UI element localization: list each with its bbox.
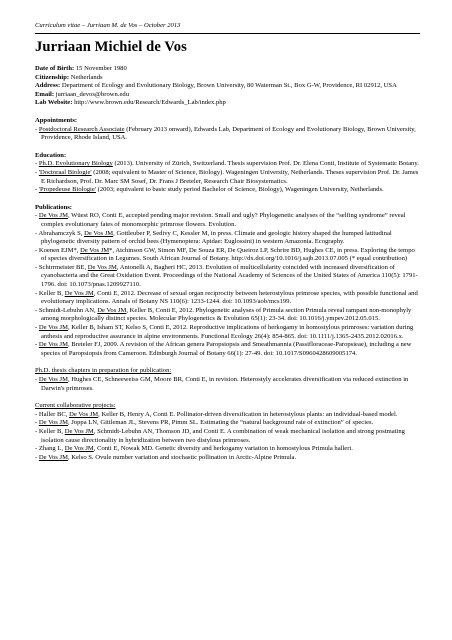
- website-label: Lab Website:: [35, 99, 73, 107]
- item-authors-pre: Zhang L,: [38, 445, 65, 453]
- item-underlined: De Vos JM: [64, 427, 94, 435]
- publications-heading: Publications:: [35, 203, 73, 211]
- citizenship-label: Citizenship:: [35, 73, 70, 81]
- website-link[interactable]: http://www.brown.edu/Research/Edwards_Lab/index.php: [74, 99, 226, 107]
- dob-row: [35, 65, 420, 74]
- citizenship-value: Netherlands: [70, 73, 103, 81]
- item-text: , Antonelli A, Bagheri HC, 2013. Evolution of multicellularity coincided with increased diversification of cyanobacteria and the Great Oxidation Event. Proceedings of the National Academy of Sciences of the United States of America 110(5): 1791-1796. doi: 10.1073/pnas.1209927110.: [41, 263, 418, 289]
- email-label: Email:: [35, 90, 55, 98]
- item-text: (February 2013 onward), Edwards Lab, Department of Ecology and Evolutionary Biology, Brown University, Providence, Rhode Island, USA.: [41, 125, 416, 142]
- appointment-item: - Postdoctoral Research Associate (February 2013 onward), Edwards Lab, Department of Ecology and Evolutionary Biology, Brown University, Providence, Rhode Island, USA.: [35, 125, 416, 142]
- education-item: - 'Propedeuse Biologie' (2003; equivalent to basic study period Bachelor of Science, Biology), Wageningen University, Netherlands.: [35, 186, 384, 194]
- education-item: - 'Doctoraal Biologie' (2008; equivalent to Master of Science, Biology). Wageningen University, Netherlands. Theses supervision Prof. Dr. James E Richardson, Prof. Dr. Marc SM Sosef, Dr. Frans J Breteler, Research Chair Biosystematics.: [35, 168, 419, 185]
- item-underlined: De Vos JM: [69, 410, 99, 418]
- publication-item: - Schirrmeister BE, De Vos JM, Antonelli A, Bagheri HC, 2013. Evolution of multicellularity coincided with increased diversification of cyanobacteria and the Great Oxidation Event. Proceedings of the National Academy of Sciences of the United States of America 110(5): 1791-1796. doi: 10.1073/pnas.1209927110.: [35, 263, 418, 289]
- collaborative-item: - Keller B, De Vos JM, Schmidt-Lebuhn AN, Thomson JD, and Conti E. A combination of weak mechanical isolation and strong postmating isolation cause directionality in hybridization between two distylous primroses.: [35, 427, 405, 444]
- item-text: , Conti E, 2012. Decrease of sexual organ reciprocity between heterostylous primrose species, with possible functional and evolutionary implications. Annals of Botany NS 110(6): 1233-1244. doi: 10.1093/aob/mcs199.: [41, 289, 418, 306]
- appointments-list: [35, 126, 420, 143]
- collaborative-item: - De Vos JM, Joppa LN, Gittleman JL, Stevens PR, Pimm SL. Estimating the “natural background rate of extinction” of species.: [35, 419, 374, 427]
- publication-item: - De Vos JM, Keller B, Isham ST, Kelso S, Conti E, 2012. Reproductive implications of herkogamy in homostylous primroses: variation during anthesis and reproductive assurance in alpine environments. Functional Ecology 26(4): 854-865. doi: 10.1111/j.1365-2435.2012.02016.x.: [35, 324, 414, 340]
- item-underlined: De Vos JM: [38, 212, 68, 220]
- address-value: Department of Ecology and Evolutionary Biology, Brown University, 80 Waterman St., Box G-W, Providence, RI 02912, USA: [61, 82, 397, 90]
- appointments-heading: Appointments:: [35, 116, 78, 124]
- item-text: , Schmidt-Lebuhn AN, Thomson JD, and Conti E. A combination of weak mechanical isolation and strong postmating isolation cause directionality in hybridization between two distylous primroses.: [41, 427, 405, 444]
- address-label: Address:: [35, 82, 61, 90]
- dob-value: 15 November 1980: [75, 65, 127, 72]
- publications-section: [35, 204, 420, 359]
- email-row: [35, 91, 420, 100]
- item-text: , Keller B, Conti E, 2012. Phylogenetic analyses of Primula section Primula reveal rampant non-monophyly among morphologically distinct species. Molecular Phylogenetics & Evolution 65(1): 23-34. doi: 10.1016/j.ympev.2012.05.015.: [41, 306, 412, 323]
- publication-item: - Abrahamczyk S, De Vos JM, Gottleuber P, Sedivy C, Kessler M, in press. Climate and geologic history shaped the humped latitudinal phylogenetic diversity pattern of orchid bees (Hymenoptera: Apidae: Euglossini) in western Amazonia. Ecography.: [35, 229, 392, 246]
- item-underlined: 'Propedeuse Biologie': [38, 186, 96, 194]
- email-link[interactable]: jurriaan_devos@brown.edu: [55, 90, 129, 98]
- collaborative-list: [35, 411, 420, 463]
- item-underlined: 'Doctoraal Biologie': [38, 168, 92, 176]
- publication-item: - Schmidt-Lebuhn AN, De Vos JM, Keller B, Conti E, 2012. Phylogenetic analyses of Primula section Primula reveal rampant non-monophyly among morphologically distinct species. Molecular Phylogenetics & Evolution 65(1): 23-34. doi: 10.1016/j.ympev.2012.05.015.: [35, 306, 412, 323]
- item-authors-pre: Haller BC,: [38, 410, 70, 418]
- item-underlined: De Vos JM: [87, 263, 117, 271]
- item-text: (2008; equivalent to Master of Science, Biology). Wageningen University, Netherlands. Theses supervision Prof. Dr. James E Richardson, Prof. Dr. Marc SM Sosef, Dr. Frans J Breteler, Research Chair Biosystematics.: [41, 168, 419, 185]
- education-section: [35, 152, 420, 195]
- collaborative-section: [35, 402, 420, 462]
- item-authors-pre: Koenen EJM*,: [38, 246, 81, 254]
- item-text: , Conti E, Nowak MD. Genetic diversity and herkogamy variation in homostylous Primula halleri.: [93, 445, 353, 453]
- running-header: Curriculum vitae – Jurriaan M. de Vos – October 2013: [35, 22, 181, 29]
- item-text: (2003; equivalent to basic study period Bachelor of Science, Biology), Wageningen University, Netherlands.: [96, 186, 384, 194]
- appointments-section: [35, 117, 420, 143]
- item-text: (2013). University of Zürich, Switzerland. Thesis supervision Prof. Dr. Elena Conti, Institute of Systematic Botany.: [112, 160, 419, 168]
- item-text: , Wüest RO, Conti E, accepted pending major revision. Small and ugly? Phylogenetic analyses of the “selfing syndrome” reveal complex evolutionary fates of monomorphic primrose flowers. Evolution.: [41, 212, 406, 228]
- item-underlined: De Vos JM: [64, 289, 94, 297]
- item-authors-pre: Schmidt-Lebuhn AN,: [38, 306, 98, 314]
- item-underlined: De Vos JM: [38, 419, 68, 427]
- collaborative-item: - De Vos JM, Kelso S. Ovule number variation and stochastic pollination in Arctic-Alpine Primula.: [35, 453, 297, 461]
- item-underlined: De Vos JM: [84, 229, 114, 237]
- citizenship-row: [35, 74, 420, 83]
- item-underlined: Ph.D. Evolutionary Biology: [38, 160, 113, 168]
- phd-chapters-list: [35, 376, 420, 393]
- collaborative-item: - Zhang L, De Vos JM, Conti E, Nowak MD. Genetic diversity and herkogamy variation in homostylous Primula halleri.: [35, 445, 353, 453]
- item-text: , Breteler FJ, 2009. A revision of the African genera Paropsiopsis and Smeathmannia (Passifloraceae-Paropsieae), including a new species of Paropsiopsis from Cameroon. Edinburgh Journal of Botany 66(1): 27-49. doi: 10.1017/S0960428609005174.: [41, 341, 412, 357]
- item-authors-pre: Abrahamczyk S,: [38, 229, 85, 237]
- dob-label: Date of Birth:: [35, 65, 75, 72]
- publications-list: [35, 212, 420, 358]
- collaborative-heading: Current collaborative projects:: [35, 402, 116, 410]
- item-text: , Gottleuber P, Sedivy C, Kessler M, in press. Climate and geologic history shaped the humped latitudinal phylogenetic diversity pattern of orchid bees (Hymenoptera: Apidae: Euglossini) in western Amazonia. Ecography.: [41, 229, 392, 246]
- address-row: [35, 82, 420, 91]
- publication-item: - Keller B, De Vos JM, Conti E, 2012. Decrease of sexual organ reciprocity between heterostylous primrose species, with possible functional and evolutionary implications. Annals of Botany NS 110(6): 1233-1244. doi: 10.1093/aob/mcs199.: [35, 289, 418, 306]
- phd-chapter-item: - De Vos JM, Hughes CE, Schneeweiss GM, Moore BR, Conti E, in revision. Heterostyly accelerates diversification via reduced extinction in Darwin's primroses.: [35, 376, 409, 392]
- item-underlined: De Vos JM: [38, 341, 68, 349]
- phd-chapters-heading: Ph.D. thesis chapters in preparation for publication:: [35, 367, 172, 375]
- education-heading: Education:: [35, 151, 67, 159]
- item-authors-pre: Schirrmeister BE,: [38, 263, 88, 271]
- education-list: [35, 160, 420, 194]
- publication-item: - Koenen EJM*, De Vos JM*, Atchinson GW, Simon MF, De Souza ER, De Queiroz LP, Schrire BD, Hughes CE, in press. Exploring the tempo of species diversification in Legumes. South African Journal of Botany. http://dx.doi.org/10.1016/j.sajb.2013.07.005 (* equal contribution): [35, 246, 415, 263]
- website-row: [35, 99, 420, 108]
- item-underlined: De Vos JM: [38, 324, 68, 332]
- publication-item: - De Vos JM, Breteler FJ, 2009. A revision of the African genera Paropsiopsis and Smeathmannia (Passifloraceae-Paropsieae), including a new species of Paropsiopsis from Cameroon. Edinburgh Journal of Botany 66(1): 27-49. doi: 10.1017/S0960428609005174.: [35, 341, 412, 357]
- item-text: , Keller B, Henry A, Conti E. Pollinator-driven diversification in heterostylous plants: an individual-based model.: [98, 410, 398, 418]
- item-text: , Kelso S. Ovule number variation and stochastic pollination in Arctic-Alpine Primula.: [67, 453, 297, 461]
- education-item: - Ph.D. Evolutionary Biology (2013). University of Zürich, Switzerland. Thesis supervision Prof. Dr. Elena Conti, Institute of Systematic Botany.: [35, 160, 419, 168]
- item-text: , Joppa LN, Gittleman JL, Stevens PR, Pimm SL. Estimating the “natural background rate of extinction” of species.: [67, 419, 374, 427]
- item-authors-pre: Keller B,: [38, 289, 65, 297]
- item-text: , Keller B, Isham ST, Kelso S, Conti E, 2012. Reproductive implications of herkogamy in homostylous primroses: variation during anthesis and reproductive assurance in alpine environments. Functional Ecology 26(4): 854-865. doi: 10.1111/j.1365-2435.2012.02016.x.: [41, 324, 414, 340]
- item-text: *, Atchinson GW, Simon MF, De Souza ER, De Queiroz LP, Schrire BD, Hughes CE, in press. Exploring the tempo of species diversification in Legumes. South African Journal of Botany. http://dx.doi.org/10.1016/j.sajb.2013.07.005 (* equal contribution): [41, 246, 415, 263]
- item-underlined: De Vos JM: [80, 246, 110, 254]
- item-underlined: Postdoctoral Research Associate: [38, 125, 125, 133]
- personal-info: [35, 65, 420, 108]
- collaborative-item: - Haller BC, De Vos JM, Keller B, Henry A, Conti E. Pollinator-driven diversification in heterostylous plants: an individual-based model.: [35, 410, 398, 418]
- phd-chapters-section: [35, 367, 420, 393]
- item-authors-pre: Keller B,: [38, 427, 65, 435]
- cv-name: Jurriaan Michiel de Vos: [35, 39, 187, 55]
- item-underlined: De Vos JM: [38, 376, 68, 383]
- item-text: , Hughes CE, Schneeweiss GM, Moore BR, Conti E, in revision. Heterostyly accelerates diversification via reduced extinction in Darwin's primroses.: [41, 376, 409, 392]
- item-underlined: De Vos JM: [64, 445, 94, 453]
- item-underlined: De Vos JM: [97, 306, 127, 314]
- cv-page: [35, 22, 420, 462]
- item-underlined: De Vos JM: [38, 453, 68, 461]
- publication-item: - De Vos JM, Wüest RO, Conti E, accepted pending major revision. Small and ugly? Phylogenetic analyses of the “selfing syndrome” reveal complex evolutionary fates of monomorphic primrose flowers. Evolution.: [35, 212, 406, 228]
